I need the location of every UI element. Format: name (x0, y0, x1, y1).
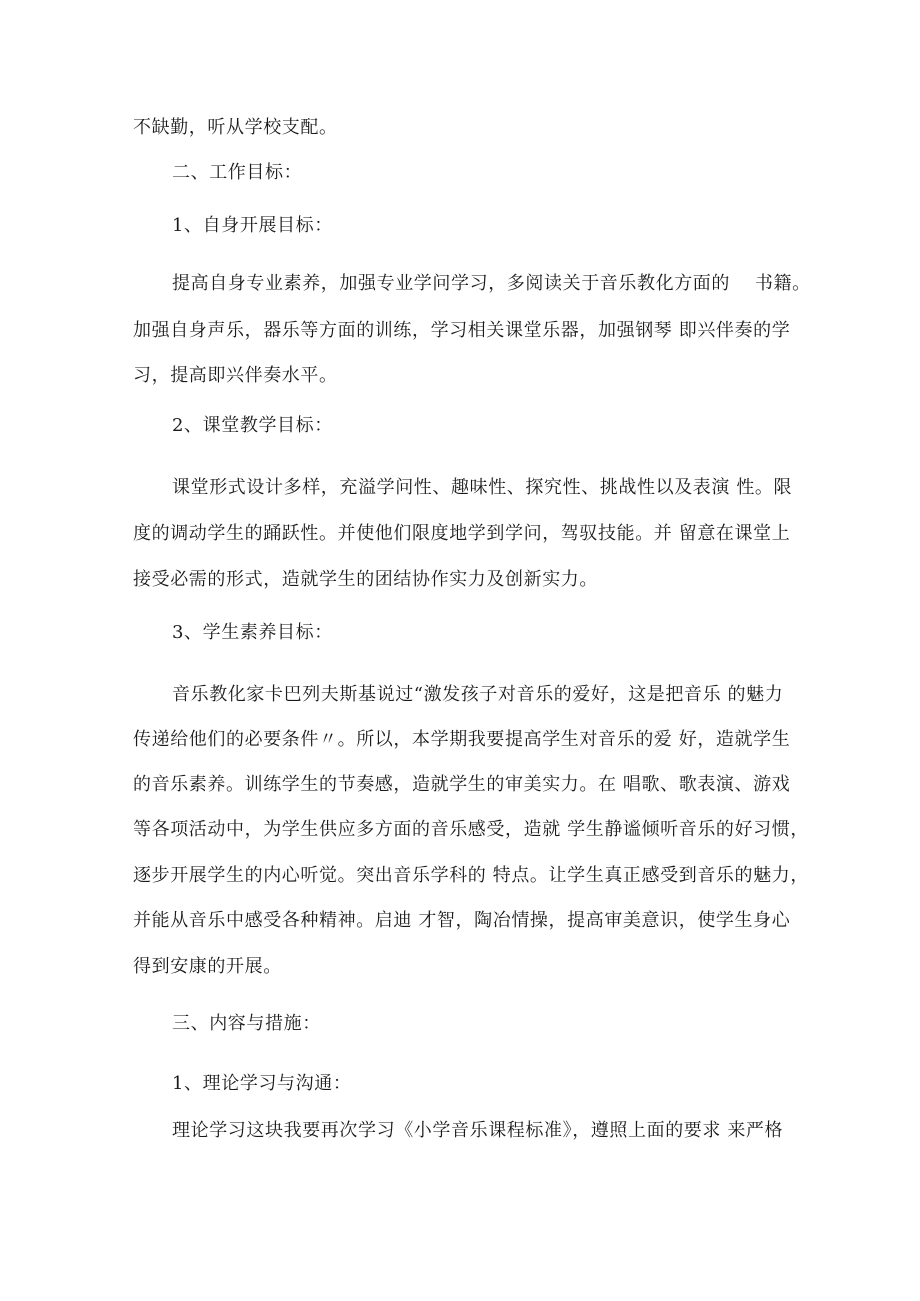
subsection-heading: 1、理论学习与沟通： (172, 1073, 352, 1094)
subsection-heading: 1、自身开展目标： (172, 215, 333, 236)
paragraph-line: 加强自身声乐，器乐等方面的训练，学习相关课堂乐器，加强钢琴 即兴伴奏的学 (133, 320, 791, 341)
paragraph-line: 提高自身专业素养，加强专业学问学习，多阅读关于音乐教化方面的 书籍。 (172, 273, 811, 294)
section-heading: 二、工作目标： (172, 162, 303, 183)
paragraph-line: 度的调动学生的踊跃性。并使他们限度地学到学问，驾驭技能。并 留意在课堂上 (133, 523, 791, 544)
paragraph-line: 不缺勤，听从学校支配。 (133, 117, 338, 138)
paragraph-line: 并能从音乐中感受各种精神。启迪 才智，陶冶情操，提高审美意识，使学生身心 (133, 910, 791, 931)
subsection-heading: 3、学生素养目标： (172, 622, 333, 643)
paragraph-line: 音乐教化家卡巴列夫斯基说过“激发孩子对音乐的爱好，这是把音乐 的魅力 (172, 684, 784, 705)
subsection-heading: 2、课堂教学目标： (172, 415, 333, 436)
paragraph-line: 习，提高即兴伴奏水平。 (133, 365, 338, 386)
paragraph-line: 等各项活动中，为学生供应多方面的音乐感受，造就 学生静谧倾听音乐的好习惯， (133, 819, 809, 840)
paragraph-line: 课堂形式设计多样，充溢学问性、趣味性、探究性、挑战性以及表演 性。限 (172, 477, 793, 498)
paragraph-line: 得到安康的开展。 (133, 956, 282, 977)
paragraph-line: 传递给他们的必要条件〃。所以，本学期我要提高学生对音乐的爱 好，造就学生 (133, 729, 791, 750)
section-heading: 三、内容与措施： (172, 1013, 321, 1034)
paragraph-line: 的音乐素养。训练学生的节奏感，造就学生的审美实力。在 唱歌、歌表演、游戏 (133, 774, 791, 795)
paragraph-line: 逐步开展学生的内心听觉。突出音乐学科的 特点。让学生真正感受到音乐的魅力， (133, 865, 809, 886)
paragraph-line: 理论学习这块我要再次学习《小学音乐课程标准》，遵照上面的要求 来严格 (172, 1120, 784, 1141)
paragraph-line: 接受必需的形式，造就学生的团结协作实力及创新实力。 (133, 569, 598, 590)
